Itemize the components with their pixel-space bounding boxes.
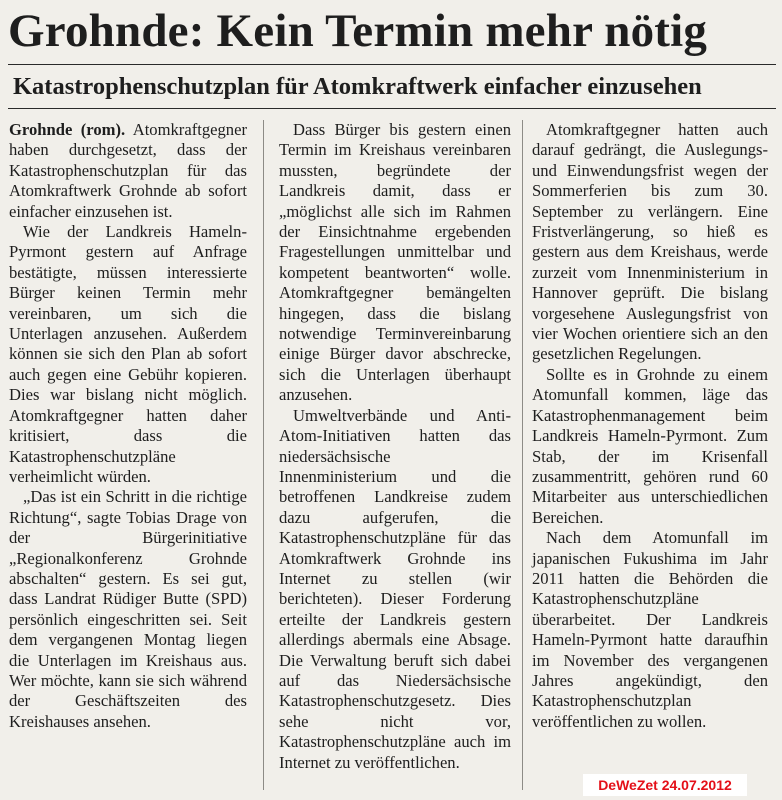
article-column-1 <box>9 120 247 732</box>
column-divider <box>263 120 264 790</box>
subheadline-rule <box>8 108 776 109</box>
subheadline: Katastrophenschutzplan für Atomkraftwerk einfacher einzusehen <box>13 73 702 100</box>
byline-lead: Grohnde (rom). <box>9 120 126 139</box>
paragraph-text: Atomkraftgegner haben durchgesetzt, dass der Katastrophenschutzplan für das Atomkraftwerk Grohnde ab sofort einfacher einzusehen ist. <box>9 120 247 221</box>
paragraph: Umweltverbände und Anti-Atom-Initiativen hatten das niedersächsische Innenministerium und die betroffenen Landkreise zudem dazu aufgerufen, die Katastrophenschutzpläne für das Atomkraftwerk Grohnde ins Internet zu stellen (wir berichteten). Dieser Forderung erteilte der Landkreis gestern allerdings abermals eine Absage. Die Verwaltung beruft sich dabei auf das Niedersächsische Katastrophenschutzgesetz. Dies sehe nicht vor, Katastrophenschutzpläne auch im Internet zu veröffentlichen. <box>279 405 511 772</box>
paragraph: Atomkraftgegner hatten auch darauf gedrängt, die Auslegungs- und Einwendungsfrist wegen der Sommerferien bis zum 30. September zu verlängern. Eine Fristverlängerung, so hieß es gestern aus dem Kreishaus, werde zurzeit vom Innenministerium in Hannover geprüft. Die bislang vorgesehene Auslegungsfrist von vier Wochen orientiere sich an den gesetzlichen Regelungen. <box>532 120 768 364</box>
paragraph: „Das ist ein Schritt in die richtige Richtung“, sagte Tobias Drage von der Bürgerinitiative „Regionalkonferenz Grohnde abschalten“ gestern. Es sei gut, dass Landrat Rüdiger Butte (SPD) persönlich eingeschritten sei. Seit dem vergangenen Montag liegen die Unterlagen im Kreishaus aus. Wer möchte, kann sie sich während der Geschäftszeiten des Kreishauses ansehen. <box>9 487 247 731</box>
paragraph: Sollte es in Grohnde zu einem Atomunfall kommen, läge das Katastrophenmanagement beim Landkreis Hameln-Pyrmont. Zum Stab, der im Krisenfall zusammentritt, gehören rund 60 Mitarbeiter aus unterschiedlichen Bereichen. <box>532 364 768 527</box>
column-divider <box>522 120 523 790</box>
headline-rule <box>8 64 776 65</box>
article-column-3 <box>532 120 768 732</box>
headline: Grohnde: Kein Termin mehr nötig <box>8 5 708 57</box>
source-date-stamp: DeWeZet 24.07.2012 <box>583 774 747 796</box>
paragraph: Nach dem Atomunfall im japanischen Fukushima im Jahr 2011 hatten die Behörden die Katastrophenschutzpläne überarbeitet. Der Landkreis Hameln-Pyrmont hatte daraufhin im November des vergangenen Jahres angekündigt, den Katastrophenschutzplan veröffentlichen zu wollen. <box>532 528 768 731</box>
article-column-2 <box>279 120 511 773</box>
paragraph: Dass Bürger bis gestern einen Termin im Kreishaus vereinbaren mussten, begründete der Landkreis damit, dass er „möglichst alle sich im Rahmen der Einsichtnahme ergebenden Fragestellungen unmittelbar und kompetent beantworten“ wolle. Atomkraftgegner bemängelten hingegen, dass die bislang notwendige Terminvereinbarung einige Bürger davor abschrecke, sich die Unterlagen überhaupt anzusehen. <box>279 120 511 405</box>
paragraph: Wie der Landkreis Hameln-Pyrmont gestern auf Anfrage bestätigte, müssen interessierte Bürger keinen Termin mehr vereinbaren, um sich die Unterlagen anzusehen. Außerdem können sie sich den Plan ab sofort auch gegen eine Gebühr kopieren. Dies war bislang nicht möglich. Atomkraftgegner hatten daher kritisiert, dass die Katastrophenschutzpläne verheimlicht würden. <box>9 222 247 486</box>
paragraph <box>9 120 247 222</box>
